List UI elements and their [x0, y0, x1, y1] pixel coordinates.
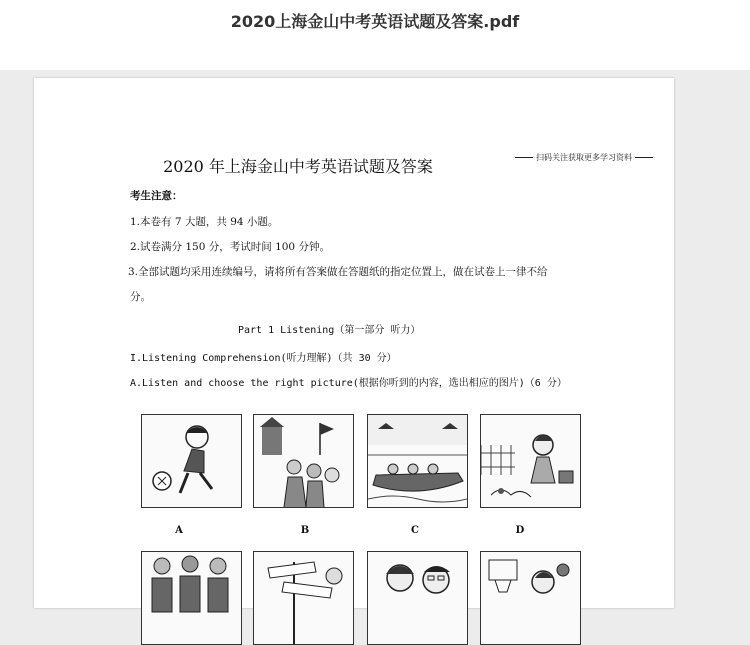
picture-f-street-sign [253, 551, 354, 645]
notice-item: 3.全部试题均采用连续编号，请将所有答案做在答题纸的指定位置上，做在试卷上一律不给 [128, 266, 548, 278]
notice-heading: 考生注意： [130, 190, 183, 202]
part-heading: Part 1 Listening（第一部分 听力） [238, 325, 421, 336]
picture-g-two-people [367, 551, 468, 645]
notice-item: 2.试卷满分 150 分，考试时间 100 分钟。 [130, 241, 330, 253]
picture-label: B [300, 525, 310, 536]
picture-c-boat-race [367, 414, 468, 508]
picture-d-girl-gardening [480, 414, 581, 508]
section-heading: I.Listening Comprehension(听力理解)（共 30 分） [130, 353, 397, 364]
picture-label: A [175, 525, 183, 536]
promo-dash-right [635, 157, 653, 158]
picture-label: D [515, 525, 525, 536]
document-title: 2020 年上海金山中考英语试题及答案 [163, 157, 433, 176]
picture-label: C [411, 525, 419, 536]
notice-item: 分。 [130, 291, 151, 303]
file-title: 2020上海金山中考英语试题及答案.pdf [230, 12, 520, 31]
viewer-header [0, 0, 750, 70]
promo-label: 扫码关注获取更多学习资料 [536, 153, 632, 162]
picture-e-musicians [141, 551, 242, 645]
sub-heading: A.Listen and choose the right picture(根据你听到的内容，选出相应的图片)（6 分） [130, 378, 567, 389]
picture-h-basketball [480, 551, 581, 645]
picture-b-crowd-flags [253, 414, 354, 508]
notice-item: 1.本卷有 7 大题，共 94 小题。 [130, 216, 279, 228]
picture-a-soccer-boy [141, 414, 242, 508]
promo-dash-left [515, 157, 533, 158]
promo-text [512, 152, 656, 163]
document-page [34, 78, 674, 608]
